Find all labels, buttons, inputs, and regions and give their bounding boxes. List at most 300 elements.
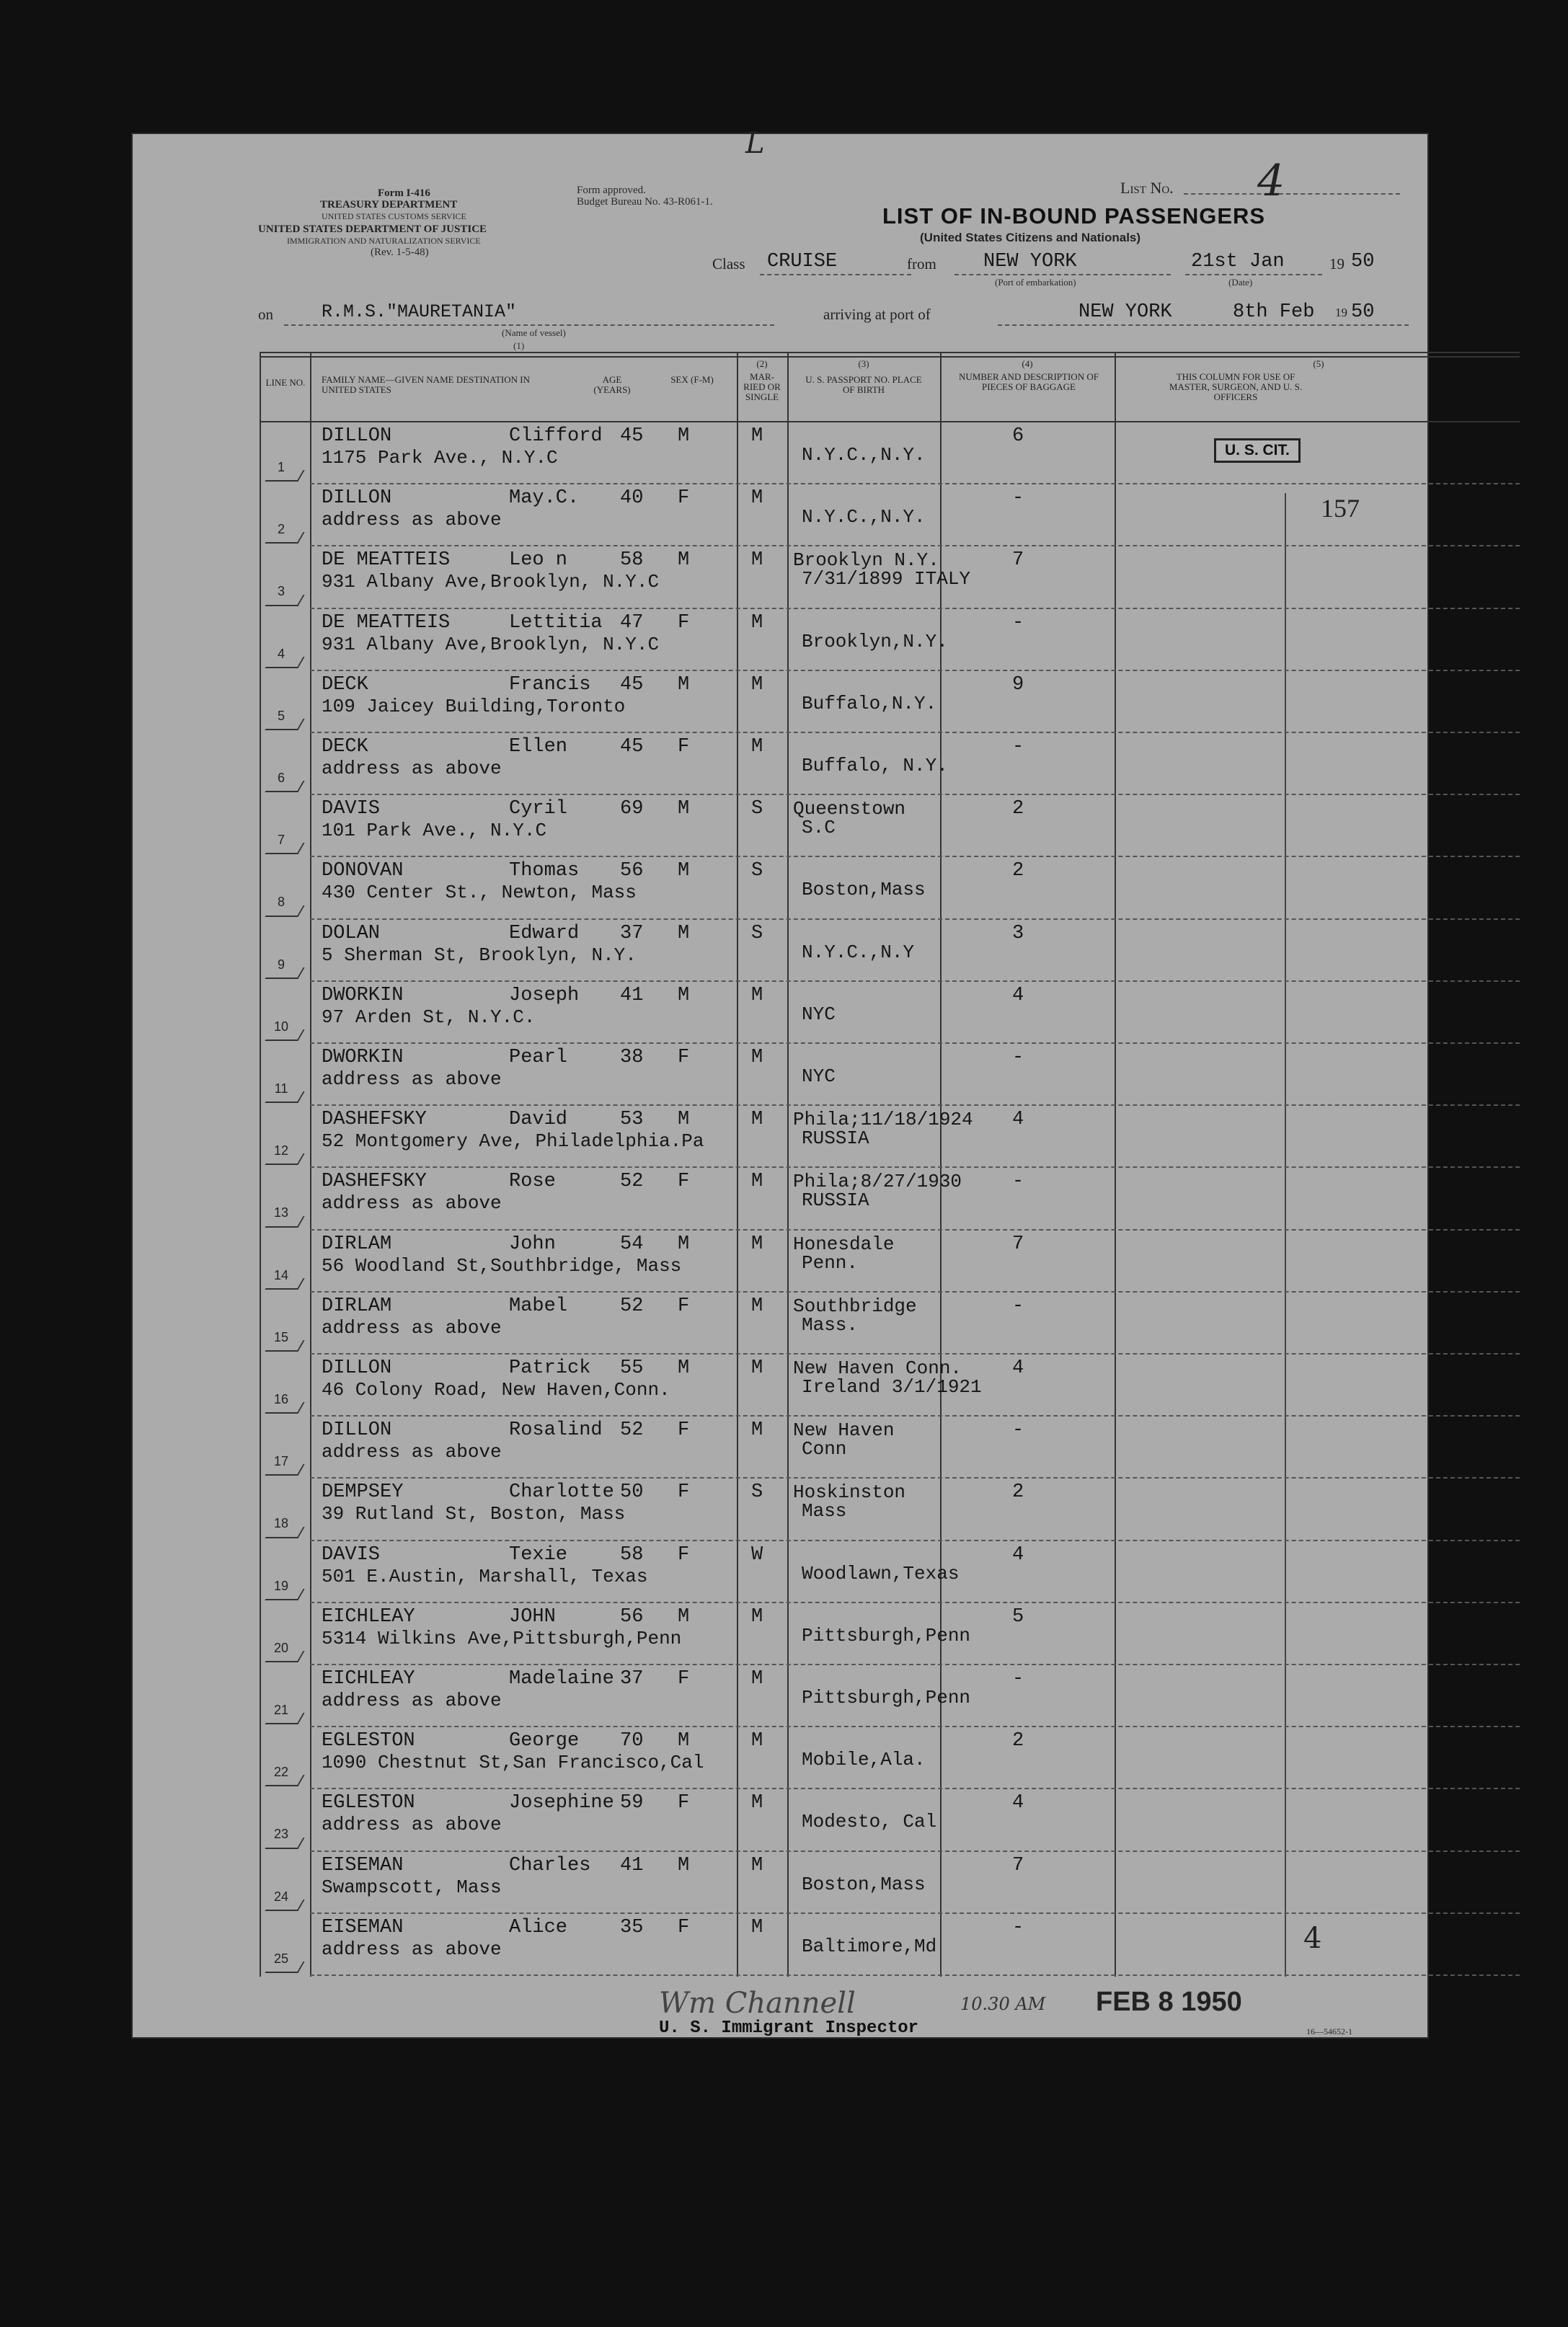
row-line-number: 16 <box>273 1392 289 1406</box>
col-num-3: (3) <box>858 358 869 369</box>
sex: F <box>678 1792 690 1814</box>
marital-status: M <box>751 425 763 447</box>
check-tick <box>265 1900 304 1911</box>
table-row <box>133 484 1427 546</box>
birth-line-2: Brooklyn,N.Y. <box>802 630 948 652</box>
check-tick <box>265 1651 304 1662</box>
age: 41 <box>620 1854 644 1876</box>
age: 41 <box>620 984 644 1006</box>
date-year-suffix: 50 <box>1351 251 1375 272</box>
family-name: DONOVAN <box>322 860 404 882</box>
birth-line-2: Baltimore,Md <box>802 1935 937 1957</box>
form-number: Form I-416 <box>378 187 430 199</box>
destination: 501 E.Austin, Marshall, Texas <box>322 1565 648 1587</box>
baggage: 4 <box>1012 1792 1024 1814</box>
family-name: DECK <box>322 736 368 758</box>
age: 53 <box>620 1109 644 1131</box>
arrival-date: 8th Feb <box>1233 301 1315 323</box>
table-row <box>133 1293 1427 1355</box>
marital-status: M <box>751 1357 763 1379</box>
row-line-number: 8 <box>277 895 285 910</box>
row-line-number: 19 <box>273 1578 289 1593</box>
given-name: Cyril <box>509 798 568 820</box>
inspector-title: U. S. Immigrant Inspector <box>659 2018 919 2038</box>
header-line-no: LINE NO. <box>265 377 306 388</box>
family-name: DEMPSEY <box>322 1481 404 1504</box>
destination: address as above <box>322 758 502 779</box>
marital-status: M <box>751 1668 763 1690</box>
table-row <box>133 982 1427 1044</box>
sex: M <box>678 425 690 447</box>
form-title: LIST OF IN-BOUND PASSENGERS <box>882 203 1266 229</box>
age: 37 <box>620 922 644 944</box>
row-line-number: 15 <box>273 1329 289 1344</box>
given-name: Charles <box>509 1854 591 1876</box>
age: 45 <box>620 425 644 447</box>
sex: M <box>678 1233 690 1255</box>
table-row <box>133 422 1427 484</box>
check-tick <box>265 967 304 979</box>
baggage: 9 <box>1012 673 1024 696</box>
birth-line-2: Pittsburgh,Penn <box>802 1687 971 1708</box>
given-name: Pearl <box>509 1047 568 1068</box>
given-name: Josephine <box>509 1792 614 1814</box>
check-tick <box>265 1153 304 1165</box>
destination: address as above <box>322 1690 502 1711</box>
baggage: - <box>1012 1171 1024 1193</box>
baggage: 2 <box>1012 1730 1024 1752</box>
table-row <box>133 1665 1427 1727</box>
age: 54 <box>620 1233 644 1255</box>
check-tick <box>265 1962 304 1973</box>
baggage: - <box>1012 1047 1024 1068</box>
sex: M <box>678 1109 690 1131</box>
baggage: 4 <box>1012 1543 1024 1566</box>
age: 38 <box>620 1047 644 1068</box>
age: 45 <box>620 736 644 758</box>
row-line-number: 21 <box>273 1703 289 1717</box>
date-stamp: FEB 8 1950 <box>1096 1987 1242 2017</box>
port-caption: (Port of embarkation) <box>995 277 1076 288</box>
table-row <box>133 795 1427 857</box>
destination: 931 Albany Ave,Brooklyn, N.Y.C <box>322 633 660 655</box>
age: 37 <box>620 1668 644 1690</box>
check-tick <box>265 657 304 668</box>
sex: F <box>678 1047 690 1068</box>
justice-dept: UNITED STATES DEPARTMENT OF JUSTICE <box>258 223 487 235</box>
table-row <box>133 857 1427 919</box>
family-name: DILLON <box>322 425 392 447</box>
birth-line-2: Boston,Mass <box>802 1873 926 1895</box>
budget-bureau: Budget Bureau No. 43-R061-1. <box>577 196 713 208</box>
birth-line-2: Pittsburgh,Penn <box>802 1624 971 1646</box>
check-tick <box>265 719 304 730</box>
birth-line-1: Queenstown <box>793 798 906 820</box>
baggage: - <box>1012 1419 1024 1442</box>
check-tick <box>265 1713 304 1724</box>
destination: 101 Park Ave., N.Y.C <box>322 820 547 842</box>
birth-line-2: Buffalo, N.Y. <box>802 755 948 776</box>
birth-line-2: Buffalo,N.Y. <box>802 692 937 714</box>
from-label: from <box>907 255 936 272</box>
top-mark: L <box>745 127 765 160</box>
given-name: George <box>509 1730 580 1752</box>
birth-line-2: N.Y.C.,N.Y <box>802 941 915 963</box>
given-name: John <box>509 1233 556 1255</box>
marital-status: M <box>751 611 763 634</box>
baggage: - <box>1012 487 1024 510</box>
given-name: Ellen <box>509 736 568 758</box>
table-row <box>133 1603 1427 1665</box>
date-year-prefix: 19 <box>1329 255 1345 272</box>
destination: address as above <box>322 1068 502 1090</box>
birth-line-2: S.C <box>802 817 836 839</box>
check-tick <box>265 1838 304 1849</box>
marital-status: M <box>751 1171 763 1193</box>
date-value: 21st Jan <box>1191 251 1285 272</box>
given-name: Lettitia <box>509 611 603 634</box>
sex: M <box>678 673 690 696</box>
header-baggage: NUMBER AND DESCRIPTION OF PIECES OF BAGGAGE <box>959 371 1099 392</box>
marital-status: M <box>751 1109 763 1131</box>
given-name: Joseph <box>509 984 580 1006</box>
baggage: - <box>1012 611 1024 634</box>
table-row <box>133 1727 1427 1789</box>
vessel-name: R.M.S."MAURETANIA" <box>322 301 517 322</box>
birth-line-1: New Haven Conn. <box>793 1357 962 1379</box>
sex: F <box>678 1916 690 1938</box>
check-tick <box>265 1340 304 1352</box>
check-tick <box>265 1775 304 1786</box>
given-name: Texie <box>509 1543 568 1566</box>
form-code: 16—54652-1 <box>1306 2026 1352 2036</box>
family-name: DASHEFSKY <box>322 1171 427 1193</box>
header-age: AGE (YEARS) <box>593 374 631 395</box>
destination: address as above <box>322 1192 502 1215</box>
check-tick <box>265 595 304 606</box>
baggage: 2 <box>1012 860 1024 882</box>
sex: F <box>678 1295 690 1317</box>
marital-status: S <box>751 860 763 882</box>
marital-status: M <box>751 1295 763 1317</box>
sex: M <box>678 1357 690 1379</box>
table-top-rule <box>260 352 1520 353</box>
sex: F <box>678 1543 690 1566</box>
date-caption: (Date) <box>1228 277 1253 288</box>
sex: M <box>678 1605 690 1628</box>
header-sex: SEX (F-M) <box>670 374 714 385</box>
on-label: on <box>258 306 273 323</box>
destination: 1090 Chestnut St,San Francisco,Cal <box>322 1752 704 1774</box>
row-line-number: 14 <box>273 1267 289 1282</box>
age: 52 <box>620 1419 644 1442</box>
date-underline <box>1185 274 1322 275</box>
row-line-number: 24 <box>273 1889 289 1904</box>
row-line-number: 5 <box>277 708 285 723</box>
birth-line-2: Conn <box>802 1438 847 1461</box>
sex: F <box>678 1171 690 1193</box>
family-name: EICHLEAY <box>322 1668 415 1690</box>
baggage: 6 <box>1012 425 1024 447</box>
row-line-number: 12 <box>273 1143 289 1158</box>
birth-line-2: Mobile,Ala. <box>802 1749 926 1771</box>
marital-status: M <box>751 1047 763 1068</box>
table-row <box>133 1541 1427 1603</box>
destination: 97 Arden St, N.Y.C. <box>322 1006 536 1028</box>
family-name: EGLESTON <box>322 1730 415 1752</box>
row-line-number: 23 <box>273 1827 289 1842</box>
given-name: May.C. <box>509 487 580 510</box>
header-married: MAR-RIED OR SINGLE <box>743 371 781 402</box>
baggage: - <box>1012 1668 1024 1690</box>
form-subtitle: (United States Citizens and Nationals) <box>920 231 1141 244</box>
destination: 39 Rutland St, Boston, Mass <box>322 1503 626 1525</box>
row-line-number: 13 <box>273 1205 289 1220</box>
destination: 5314 Wilkins Ave,Pittsburgh,Penn <box>322 1627 682 1649</box>
birth-line-1: Phila;8/27/1930 <box>793 1171 962 1193</box>
col-num-5: (5) <box>1313 358 1324 369</box>
marital-status: M <box>751 1233 763 1255</box>
birth-line-2: Mass <box>802 1500 847 1522</box>
age: 59 <box>620 1792 644 1814</box>
family-name: EGLESTON <box>322 1792 415 1814</box>
given-name: Rosalind <box>509 1419 603 1442</box>
age: 52 <box>620 1171 644 1193</box>
age: 56 <box>620 860 644 882</box>
given-name: Patrick <box>509 1357 591 1379</box>
header-name: FAMILY NAME—GIVEN NAME DESTINATION IN UNITED STATES <box>322 374 531 395</box>
family-name: DE MEATTEIS <box>322 611 451 634</box>
birth-line-1: Phila;11/18/1924 <box>793 1109 973 1131</box>
age: 69 <box>620 798 644 820</box>
table-row <box>133 1914 1427 1976</box>
family-name: DECK <box>322 673 368 696</box>
table-row <box>133 671 1427 733</box>
birth-line-2: 7/31/1899 ITALY <box>802 568 971 590</box>
col-num-2: (2) <box>756 358 768 369</box>
family-name: DIRLAM <box>322 1233 392 1255</box>
class-label: Class <box>712 255 745 272</box>
given-name: Charlotte <box>509 1481 614 1504</box>
header-officers: THIS COLUMN FOR USE OF MASTER, SURGEON, AND U. S. OFFICERS <box>1169 371 1303 402</box>
marital-status: S <box>751 1481 763 1504</box>
destination: 931 Albany Ave,Brooklyn, N.Y.C <box>322 571 660 593</box>
from-value: NEW YORK <box>983 251 1077 272</box>
sex: F <box>678 1668 690 1690</box>
baggage: 2 <box>1012 1481 1024 1504</box>
given-name: Alice <box>509 1916 568 1938</box>
check-tick <box>265 532 304 544</box>
age: 50 <box>620 1481 644 1504</box>
inspector-signature: Wm Channell <box>659 1987 856 2020</box>
marital-status: S <box>751 798 763 820</box>
row-line-number: 11 <box>274 1081 288 1096</box>
row-line-number: 17 <box>273 1454 289 1469</box>
us-cit-stamp: U. S. CIT. <box>1214 438 1301 463</box>
age: 47 <box>620 611 644 634</box>
sex: M <box>678 922 690 944</box>
check-tick <box>265 843 304 854</box>
table-row <box>133 609 1427 671</box>
table-row <box>133 546 1427 608</box>
check-tick <box>265 1091 304 1103</box>
baggage: - <box>1012 736 1024 758</box>
baggage: 7 <box>1012 549 1024 572</box>
check-tick <box>265 1402 304 1414</box>
sex: F <box>678 1419 690 1442</box>
family-name: DE MEATTEIS <box>322 549 451 572</box>
given-name: Edward <box>509 922 580 944</box>
age: 45 <box>620 673 644 696</box>
baggage: - <box>1012 1295 1024 1317</box>
table-row <box>133 1106 1427 1168</box>
sex: F <box>678 611 690 634</box>
table-top-rule-2 <box>260 356 1520 358</box>
marital-status: M <box>751 736 763 758</box>
birth-line-2: RUSSIA <box>802 1127 869 1150</box>
table-row <box>133 1852 1427 1914</box>
check-tick <box>265 1216 304 1228</box>
ins-service: IMMIGRATION AND NATURALIZATION SERVICE <box>287 236 481 246</box>
sex: F <box>678 736 690 758</box>
given-name: Clifford <box>509 425 603 447</box>
sex: M <box>678 798 690 820</box>
destination: 46 Colony Road, New Haven,Conn. <box>322 1379 670 1401</box>
check-tick <box>265 1464 304 1476</box>
marital-status: M <box>751 673 763 696</box>
marital-status: S <box>751 922 763 944</box>
baggage: 2 <box>1012 798 1024 820</box>
sex: F <box>678 487 690 510</box>
baggage: 4 <box>1012 1109 1024 1131</box>
destination: address as above <box>322 1938 502 1960</box>
destination: 1175 Park Ave., N.Y.C <box>322 447 558 469</box>
class-value: CRUISE <box>767 251 838 272</box>
header-passport: U. S. PASSPORT NO. PLACE OF BIRTH <box>805 374 922 395</box>
sex: M <box>678 860 690 882</box>
row-line-number: 10 <box>273 1019 289 1034</box>
given-name: Rose <box>509 1171 556 1193</box>
baggage: 7 <box>1012 1854 1024 1876</box>
birth-line-2: Woodlawn,Texas <box>802 1562 960 1584</box>
birth-line-2: Mass. <box>802 1313 859 1336</box>
family-name: DASHEFSKY <box>322 1109 427 1131</box>
age: 35 <box>620 1916 644 1938</box>
baggage: - <box>1012 1916 1024 1938</box>
age: 52 <box>620 1295 644 1317</box>
sex: F <box>678 1481 690 1504</box>
row-line-number: 20 <box>273 1640 289 1655</box>
age: 55 <box>620 1357 644 1379</box>
birth-line-2: Boston,Mass <box>802 879 926 901</box>
baggage: 4 <box>1012 984 1024 1006</box>
birth-line-2: RUSSIA <box>802 1189 869 1212</box>
row-line-number: 7 <box>277 833 285 848</box>
given-name: Francis <box>509 673 591 696</box>
destination: 5 Sherman St, Brooklyn, N.Y. <box>322 944 637 966</box>
baggage: 3 <box>1012 922 1024 944</box>
arrival-year-suffix: 50 <box>1351 301 1375 323</box>
birth-line-1: Hoskinston <box>793 1481 906 1504</box>
check-tick <box>265 1029 304 1041</box>
destination: 52 Montgomery Ave, Philadelphia.Pa <box>322 1130 704 1153</box>
check-tick <box>265 470 304 482</box>
family-name: DAVIS <box>322 798 381 820</box>
age: 70 <box>620 1730 644 1752</box>
table-row <box>133 920 1427 982</box>
marital-status: M <box>751 1854 763 1876</box>
birth-line-1: New Haven <box>793 1419 895 1442</box>
destination: address as above <box>322 509 502 531</box>
row-line-number: 3 <box>277 584 285 599</box>
destination: 109 Jaicey Building,Toronto <box>322 695 626 717</box>
marital-status: M <box>751 984 763 1006</box>
family-name: EISEMAN <box>322 1916 404 1938</box>
marital-status: M <box>751 1419 763 1442</box>
marital-status: M <box>751 1605 763 1628</box>
arriving-label: arriving at port of <box>823 306 931 323</box>
class-underline <box>760 274 911 275</box>
list-no-label: List No. <box>1120 179 1174 197</box>
marital-status: M <box>751 1916 763 1938</box>
sex: M <box>678 549 690 572</box>
given-name: Madelaine <box>509 1668 614 1690</box>
family-name: DILLON <box>322 1357 392 1379</box>
signature-time: 10.30 AM <box>960 1994 1046 2014</box>
passenger-list-sheet <box>133 127 1427 2038</box>
age: 58 <box>620 1543 644 1566</box>
row-line-number: 1 <box>277 460 285 474</box>
marital-status: M <box>751 549 763 572</box>
row-line-number: 25 <box>273 1951 289 1966</box>
birth-line-2: Modesto, Cal <box>802 1811 937 1833</box>
table-row <box>133 1168 1427 1230</box>
birth-line-2: NYC <box>802 1065 836 1087</box>
given-name: Thomas <box>509 860 580 882</box>
row-separator <box>310 1974 1520 1976</box>
check-tick <box>265 1527 304 1538</box>
birth-line-2: N.Y.C.,N.Y. <box>802 506 926 528</box>
from-underline <box>954 274 1171 275</box>
list-number: 4 <box>1257 156 1285 206</box>
arrival-underline <box>998 324 1409 326</box>
treasury-dept: TREASURY DEPARTMENT <box>320 199 458 210</box>
birth-line-2: Penn. <box>802 1251 859 1274</box>
family-name: EICHLEAY <box>322 1605 415 1628</box>
destination: 430 Center St., Newton, Mass <box>322 882 637 904</box>
table-row <box>133 1044 1427 1106</box>
destination: address as above <box>322 1316 502 1339</box>
family-name: DAVIS <box>322 1543 381 1566</box>
family-name: DIRLAM <box>322 1295 392 1317</box>
marital-status: W <box>751 1543 763 1566</box>
birth-line-2: Ireland 3/1/1921 <box>802 1376 982 1398</box>
revision: (Rev. 1-5-48) <box>371 247 429 258</box>
family-name: DILLON <box>322 1419 392 1442</box>
birth-line-1: Southbridge <box>793 1295 917 1317</box>
birth-line-2: N.Y.C.,N.Y. <box>802 444 926 466</box>
age: 40 <box>620 487 644 510</box>
table-row <box>133 1417 1427 1479</box>
destination: 56 Woodland St,Southbridge, Mass <box>322 1254 682 1277</box>
row-line-number: 18 <box>273 1516 289 1531</box>
baggage: 7 <box>1012 1233 1024 1255</box>
arrival-port: NEW YORK <box>1078 301 1172 323</box>
age: 56 <box>620 1605 644 1628</box>
destination: address as above <box>322 1441 502 1463</box>
baggage: 5 <box>1012 1605 1024 1628</box>
marital-status: M <box>751 1730 763 1752</box>
